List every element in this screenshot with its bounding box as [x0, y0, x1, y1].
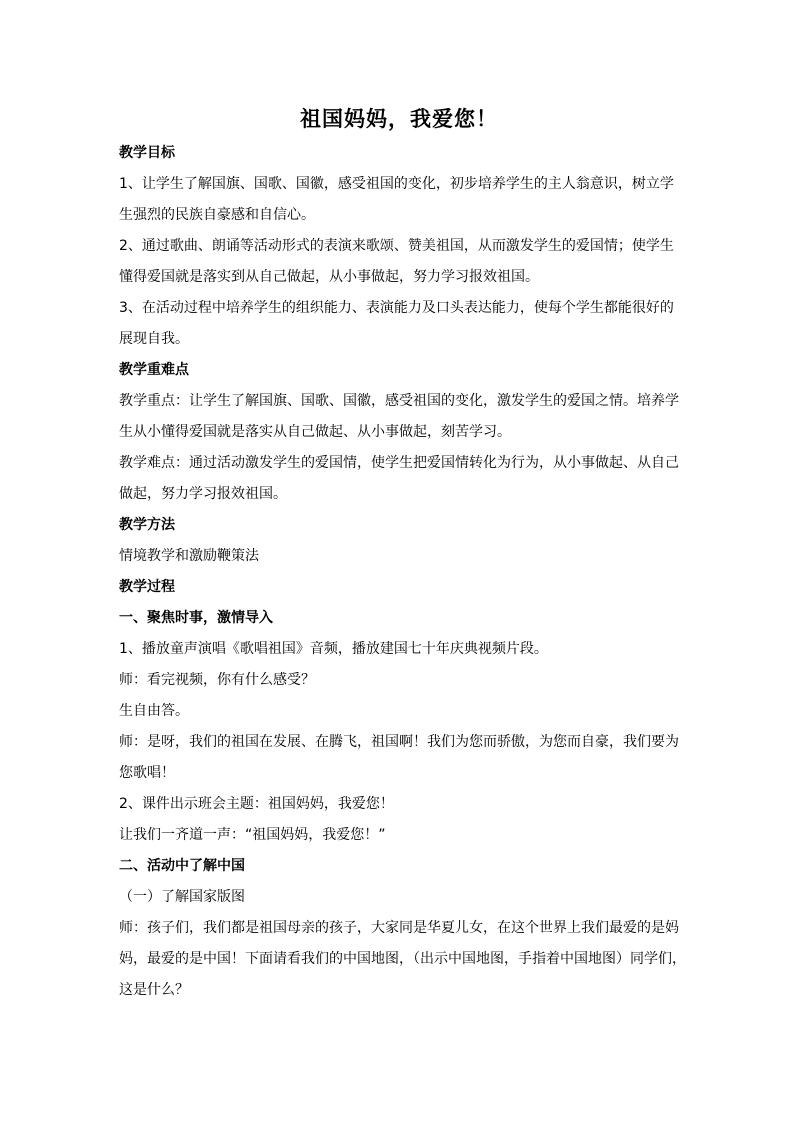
body-text-line: 3、在活动过程中培养学生的组织能力、表演能力及口头表达能力，使每个学生都能很好的 — [119, 300, 674, 316]
body-text-line: 1、让学生了解国旗、国歌、国徽，感受祖国的变化，初步培养学生的主人翁意识，树立学 — [119, 176, 674, 192]
body-text-line: 生强烈的民族自豪感和自信心。 — [119, 207, 315, 223]
body-text-line: 您歌唱！ — [119, 765, 175, 781]
body-text-line: 师：孩子们，我们都是祖国母亲的孩子，大家同是华夏儿女，在这个世界上我们最爱的是妈 — [119, 920, 679, 936]
body-text-line: （一）了解国家版图 — [119, 889, 245, 905]
document-body — [119, 104, 686, 1006]
section-heading: 一、聚焦时事，激情导入 — [119, 610, 273, 626]
document-title: 祖国妈妈，我爱您！ — [300, 107, 498, 131]
section-heading: 二、活动中了解中国 — [119, 858, 245, 874]
section-heading: 教学过程 — [119, 579, 175, 595]
body-text-line: 师：看完视频，你有什么感受？ — [119, 672, 315, 688]
document-lines — [119, 138, 686, 1006]
body-text-line: 生从小懂得爱国就是落实从自己做起、从小事做起，刻苦学习。 — [119, 424, 511, 440]
body-text-line: 妈，最爱的是中国！下面请看我们的中国地图，（出示中国地图，手指着中国地图）同学们， — [119, 951, 686, 967]
body-text-line: 师：是呀，我们的祖国在发展、在腾飞，祖国啊！我们为您而骄傲，为您而自豪，我们要为 — [119, 734, 679, 750]
body-text-line: 2、通过歌曲、朗诵等活动形式的表演来歌颂、赞美祖国，从而激发学生的爱国情；使学生 — [119, 238, 674, 254]
body-text-line: 教学重点：让学生了解国旗、国歌、国徽，感受祖国的变化，激发学生的爱国之情。培养学 — [119, 393, 679, 409]
body-text-line: 2、课件出示班会主题：祖国妈妈，我爱您！ — [119, 796, 394, 812]
body-text-line: 展现自我。 — [119, 331, 189, 347]
body-text-line: 教学难点：通过活动激发学生的爱国情，使学生把爱国情转化为行为，从小事做起、从自己 — [119, 455, 679, 471]
body-text-line: 做起，努力学习报效祖国。 — [119, 486, 287, 502]
body-text-line: 让我们一齐道一声：“祖国妈妈，我爱您！” — [119, 827, 386, 843]
body-text-line: 1、播放童声演唱《歌唱祖国》音频，播放建国七十年庆典视频片段。 — [119, 641, 548, 657]
section-heading: 教学目标 — [119, 145, 175, 161]
body-text-line: 情境教学和激励鞭策法 — [119, 548, 259, 564]
section-heading: 教学方法 — [119, 517, 175, 533]
section-heading: 教学重难点 — [119, 362, 189, 378]
body-text-line: 懂得爱国就是落实到从自己做起，从小事做起，努力学习报效祖国。 — [119, 269, 539, 285]
body-text-line: 生自由答。 — [119, 703, 189, 719]
body-text-line: 这是什么？ — [119, 982, 189, 998]
